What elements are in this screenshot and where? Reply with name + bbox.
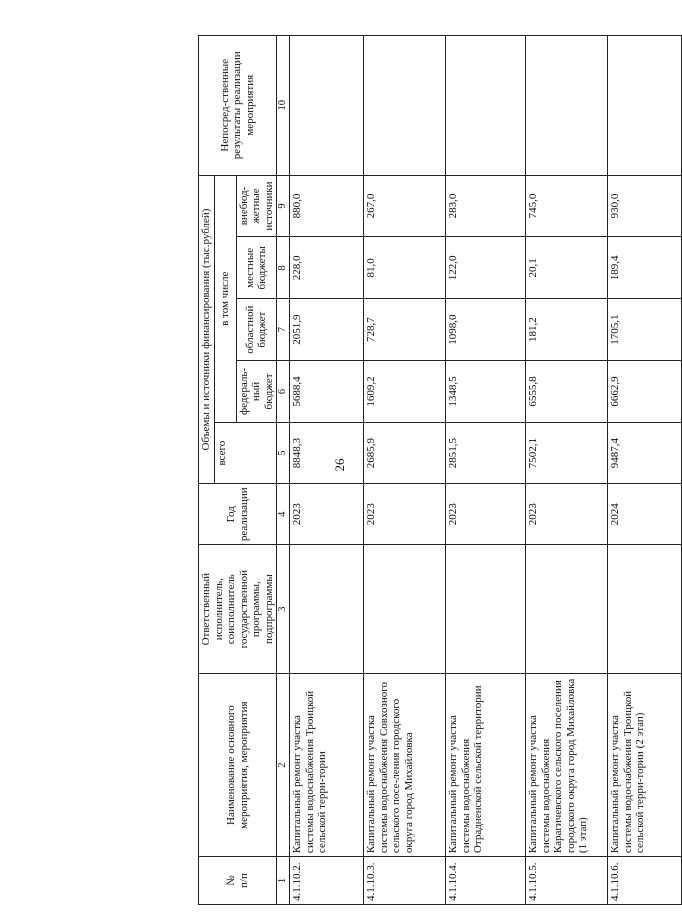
row-name: Капитальный ремонт участка системы водоснабжения Троицкой сельской терри-тории (2 этап) [608, 674, 682, 857]
row-extra: 880,0 [290, 175, 364, 237]
row-federal: 1609,2 [364, 361, 446, 423]
header-extra: внебюд-жетные источники [236, 175, 277, 237]
row-regional: 2051,9 [290, 299, 364, 361]
row-name: Капитальный ремонт участка системы водоснабжения Отрадненской сельской территории [446, 674, 526, 857]
row-total: 9487,4 [608, 422, 682, 483]
row-year: 2024 [608, 484, 682, 545]
row-year: 2023 [364, 484, 446, 545]
col-num: 6 [277, 361, 290, 423]
header-federal: федераль-ный бюджет [236, 361, 277, 423]
col-num: 7 [277, 299, 290, 361]
page-number: 26 [332, 458, 347, 472]
col-num: 8 [277, 237, 290, 299]
funding-table [198, 35, 682, 905]
header-number: № п/п [199, 857, 277, 905]
row-extra: 267,0 [364, 175, 446, 237]
row-year: 2023 [526, 484, 608, 545]
row-federal: 1348,5 [446, 361, 526, 423]
header-funding: Объемы и источники финансирования (тыс.рублей) [199, 175, 215, 484]
row-id: 4.1.10.6. [608, 857, 682, 905]
row-regional: 1705,1 [608, 299, 682, 361]
header-in-that-number: в том числе [214, 175, 236, 422]
row-result [364, 36, 446, 176]
row-result [290, 36, 364, 176]
row-local: 20,1 [526, 237, 608, 299]
row-result [608, 36, 682, 176]
row-id: 4.1.10.3. [364, 857, 446, 905]
row-regional: 728,7 [364, 299, 446, 361]
row-federal: 5688,4 [290, 361, 364, 423]
row-total: 7502,1 [526, 422, 608, 483]
row-name: Капитальный ремонт участка системы водоснабжения Троицкой сельской терри-тории [290, 674, 364, 857]
row-federal: 6662,9 [608, 361, 682, 423]
row-year: 2023 [290, 484, 364, 545]
table-row [290, 36, 364, 905]
row-id: 4.1.10.2. [290, 857, 364, 905]
row-local: 189,4 [608, 237, 682, 299]
table-row [608, 36, 682, 905]
header-local: местные бюджеты [236, 237, 277, 299]
row-local: 228,0 [290, 237, 364, 299]
row-executor [290, 545, 364, 674]
header-total: всего [214, 422, 277, 483]
row-year: 2023 [446, 484, 526, 545]
col-num: 1 [277, 857, 290, 905]
row-result [446, 36, 526, 176]
funding-table-wrapper [198, 35, 646, 905]
column-numbers-row [277, 36, 290, 905]
row-local: 81,0 [364, 237, 446, 299]
row-federal: 6555,8 [526, 361, 608, 423]
row-name: Капитальный ремонт участка системы водоснабжения Карагичевского сельского поселения городского округа город Михайловка (1 этап) [526, 674, 608, 857]
col-num: 4 [277, 484, 290, 545]
row-executor [364, 545, 446, 674]
row-regional: 1098,0 [446, 299, 526, 361]
header-results: Непосред-ственные результаты реализации мероприятия [199, 36, 277, 176]
row-id: 4.1.10.5. [526, 857, 608, 905]
row-extra: 930,0 [608, 175, 682, 237]
table-row [526, 36, 608, 905]
row-id: 4.1.10.4. [446, 857, 526, 905]
row-total: 2685,9 [364, 422, 446, 483]
row-total: 8848,3 [290, 422, 364, 483]
header-regional: областной бюджет [236, 299, 277, 361]
col-num: 9 [277, 175, 290, 237]
row-executor [608, 545, 682, 674]
table-row [364, 36, 446, 905]
row-total: 2851,5 [446, 422, 526, 483]
row-extra: 745,0 [526, 175, 608, 237]
row-executor [446, 545, 526, 674]
row-extra: 283,0 [446, 175, 526, 237]
row-executor [526, 545, 608, 674]
col-num: 5 [277, 422, 290, 483]
row-name: Капитальный ремонт участка системы водоснабжения Совхозного сельского посе-ления городского округа город Михайловка [364, 674, 446, 857]
col-num: 3 [277, 545, 290, 674]
row-regional: 181,2 [526, 299, 608, 361]
header-name: Наименование основного мероприятия, мероприятия [199, 674, 277, 857]
header-executor: Ответственный исполнитель, соисполнитель государственной программы, подпрограммы [199, 545, 277, 674]
row-result [526, 36, 608, 176]
header-year: Год реализации [199, 484, 277, 545]
row-local: 122,0 [446, 237, 526, 299]
table-row [446, 36, 526, 905]
col-num: 2 [277, 674, 290, 857]
col-num: 10 [277, 36, 290, 176]
